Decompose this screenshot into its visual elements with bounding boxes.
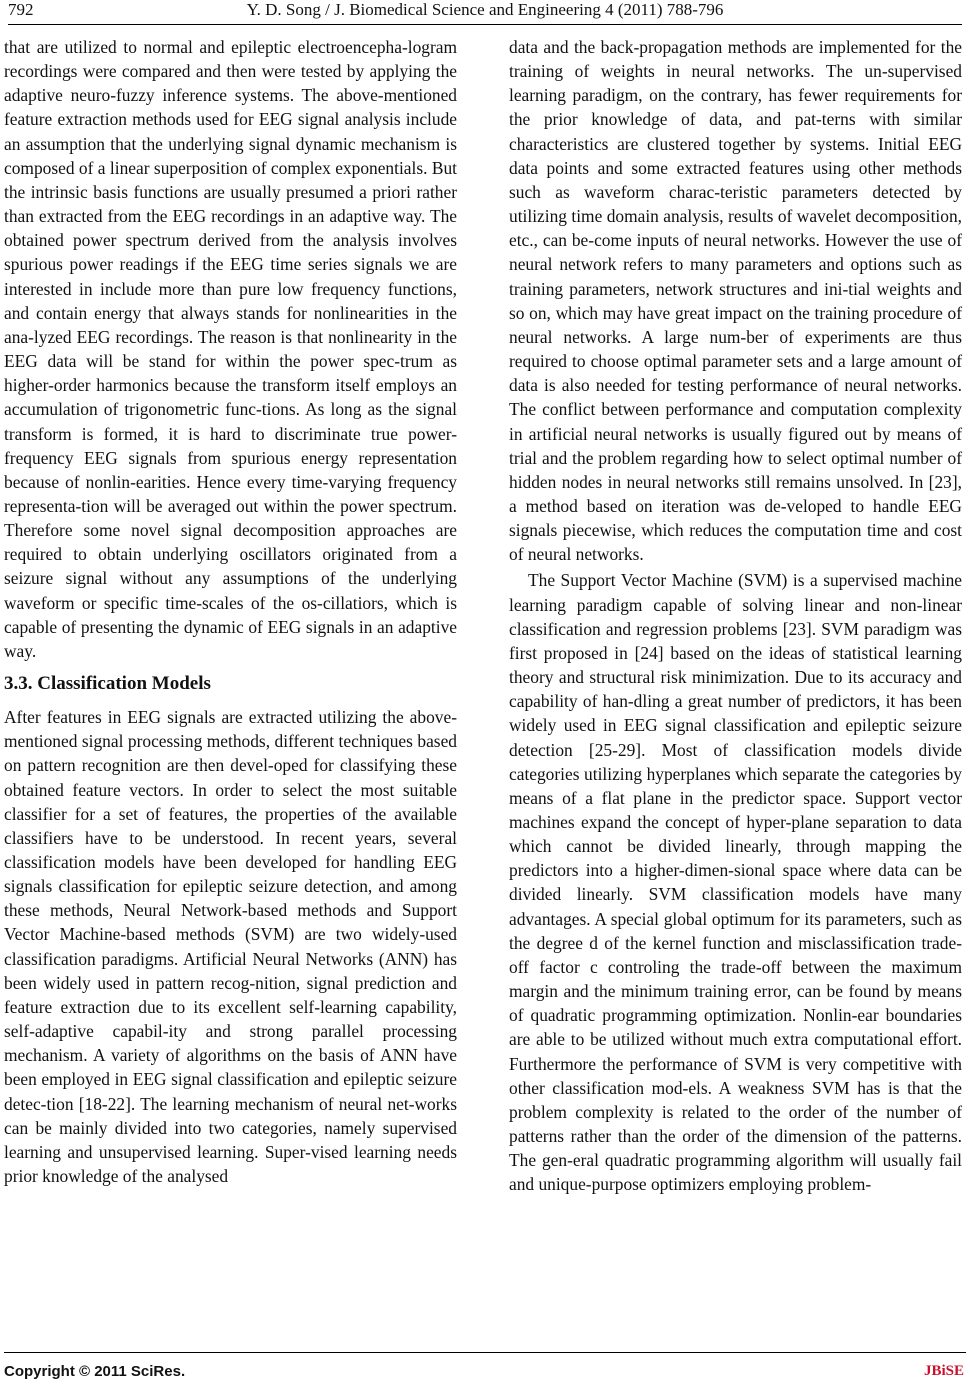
footer-rule (4, 1352, 966, 1353)
page-number: 792 (8, 0, 34, 19)
section-heading: 3.3. Classification Models (4, 673, 211, 695)
header-rule (8, 24, 962, 25)
right-column (509, 35, 962, 1197)
journal-abbreviation: JBiSE (923, 1363, 964, 1379)
page-header (8, 0, 962, 30)
page-footer (4, 1352, 966, 1382)
running-head: Y. D. Song / J. Biomedical Science and Engineering 4 (2011) 788-796 (246, 0, 724, 19)
body-paragraph: After features in EEG signals are extracted utilizing the above-mentioned signal processing methods, different techniques based on pattern recognition are then devel-oped for classifying these obtained feature vectors. In order to select the most suitable classifier for a set of features, the properties of the available classifiers have to be understood. In recent years, several classification models have been developed for handling EEG signals classification for epileptic seizure detection, and among these methods, Neural Network-based methods and Support Vector Machine-based methods (SVM) are two widely-used classification paradigms. Artificial Neural Networks (ANN) has been widely used in pattern recog-nition, signal prediction and feature extraction due to its excellent self-learning capability, self-adaptive capabil-ity and strong parallel processing mechanism. A variety of algorithms on the basis of ANN have been employed in EEG signal classification and epileptic seizure detec-tion [18-22]. The learning mechanism of neural net-works can be mainly divided into two categories, namely supervised learning and unsupervised learning. Super-vised learning needs prior knowledge of the analysed (4, 707, 457, 1187)
body-paragraph: data and the back-propagation methods are implemented for the training of weights in neural networks. The un-supervised learning paradigm, on the contrary, has fewer requirements for the prior knowledge of data, and pat-terns with similar characteristics are clustered together by systems. Initial EEG data points and some extracted features using other methods such as waveform charac-teristic parameters detected by utilizing time domain analysis, results of wavelet decomposition, etc., can be-come inputs of neural networks. However the use of neural network refers to many parameters and options such as training parameters, network structures and ini-tial weights and so on, which may have great impact on the training procedure of neural networks. A large num-ber of experiments are thus required to choose optimal parameter sets and a large amount of data is also needed for testing performance of neural networks. The conflict between performance and computation complexity in artificial neural networks is usually figured out by means of trial and the problem regarding how to select optimal number of hidden nodes in neural networks still remains unsolved. In [23], a method based on iteration was de-veloped to handle EEG signals piecewise, which reduces the computation time and cost of neural networks. (509, 37, 962, 565)
left-column (4, 35, 457, 1188)
body-paragraph: The Support Vector Machine (SVM) is a supervised machine learning paradigm capable of solving linear and non-linear classification and regression problems [23]. SVM paradigm was first proposed in [24] based on the ideas of statistical learning theory and structural risk minimization. Due to its accuracy and capability of han-dling a great number of predictors, it has been widely used in EEG signal classification and epileptic seizure detection [25-29]. Most of classification models divide categories utilizing hyperplanes which separate the categories by means of a flat plane in the predictor space. Support vector machines expand the concept of hyper-plane separation to data which cannot be divided linearly, through mapping the predictors into a higher-dimen-sional space where data can be divided linearly. SVM classification models have many advantages. A special global optimum for its parameters, such as the degree d of the kernel function and misclassification trade-off factor c controling the trade-off between the maximum margin and the minimum training error, can be found by means of quadratic programming optimization. Nonlin-ear boundaries are able to be utilized without much extra computational effort. Furthermore the performance of SVM is very competitive with other classification mod-els. A weakness SVM has is that the problem complexity is related to the order of the number of patterns rather than the order of the dimension of the patterns. The gen-eral quadratic programming algorithm will usually fail and unique-purpose optimizers employing problem- (509, 570, 962, 1195)
body-paragraph: that are utilized to normal and epileptic electroencepha-logram recordings were compared and then were tested by applying the adaptive neuro-fuzzy inference systems. The above-mentioned feature extraction methods used for EEG signal analysis include an assumption that the underlying signal dynamic mechanism is composed of a linear superposition of complex exponentials. But the intrinsic basis functions are usually presumed a priori rather than extracted from the EEG recordings in an adaptive way. The obtained power spectrum derived from the analysis involves spurious power readings if the EEG time series signals we are interested in include more than pure low frequency functions, and contain energy that always stands for nonlinearities in the ana-lyzed EEG recordings. The reason is that nonlinearity in the EEG data will be stand for within the power spec-trum as higher-order harmonics because the transform itself employs an accumulation of trigonometric func-tions. As long as the signal transform is formed, it is hard to discriminate true power-frequency EEG signals from spurious energy representation because of nonlin-earities. Hence every time-varying frequency representa-tion will be averaged out within the power spectrum. Therefore some novel signal decomposition approaches are required to obtain underlying oscillators originated from a seizure signal without any assumptions of the underlying waveform or specific time-scales of the os-cillatiors, which is capable of presenting the dynamic of EEG signals in an adaptive way. (4, 37, 457, 661)
copyright-notice: Copyright © 2011 SciRes. (4, 1363, 186, 1380)
